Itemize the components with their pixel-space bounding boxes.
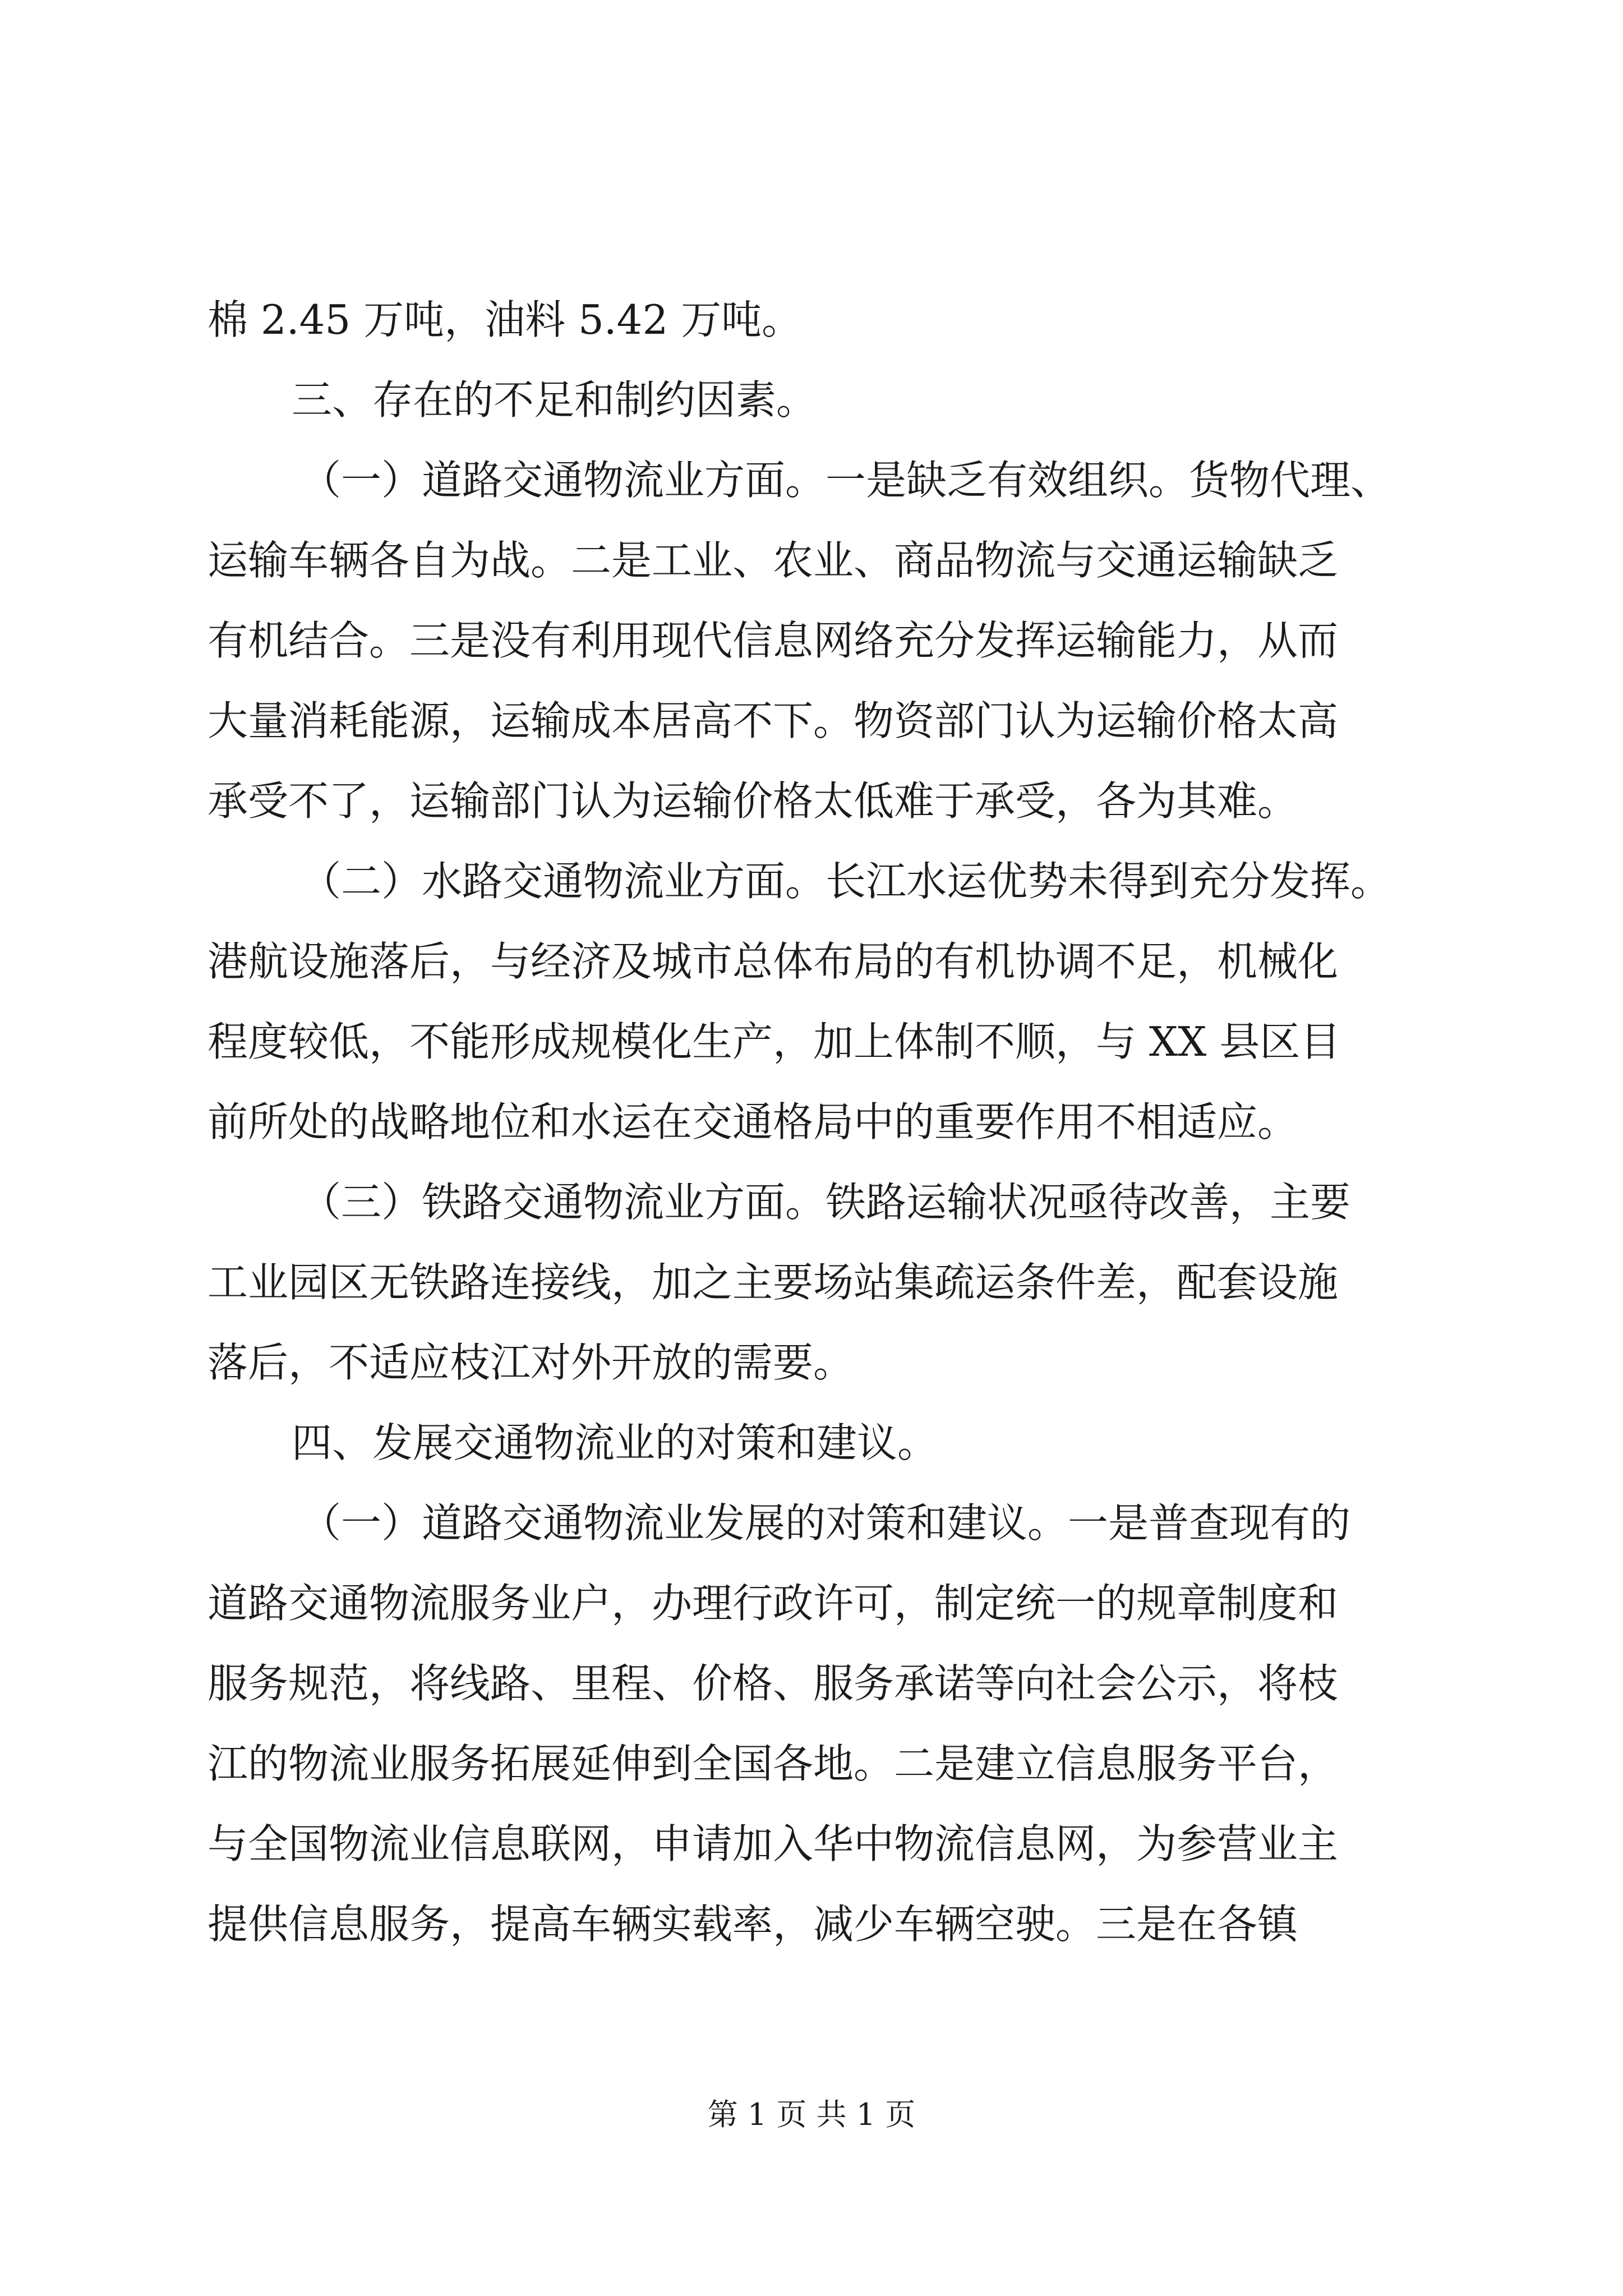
text-line-11: 前所处的战略地位和水运在交通格局中的重要作用不相适应。 [208,1098,1298,1145]
section-heading-4: 四、发展交通物流业的对策和建议。 [292,1419,938,1466]
paragraph-start-3: （三）铁路交通物流业方面。铁路运输状况亟待改善，主要 [301,1179,1351,1226]
text-line-6: 大量消耗能源，运输成本居高不下。物资部门认为运输价格太高 [208,697,1339,744]
text-line-4: 运输车辆各自为战。二是工业、农业、商品物流与交通运输缺乏 [208,537,1339,584]
text-line-20: 与全国物流业信息联网，申请加入华中物流信息网，为参营业主 [208,1820,1339,1867]
section-heading-3: 三、存在的不足和制约因素。 [292,376,817,424]
paragraph-start-1: （一）道路交通物流业方面。一是缺乏有效组织。货物代理、 [301,457,1391,504]
text-line-19: 江的物流业服务拓展延伸到全国各地。二是建立信息服务平台， [208,1740,1339,1787]
text-line-13: 工业园区无铁路连接线，加之主要场站集疏运条件差，配套设施 [208,1259,1339,1306]
paragraph-start-2: （二）水路交通物流业方面。长江水运优势未得到充分发挥。 [301,858,1391,905]
text-line-5: 有机结合。三是没有利用现代信息网络充分发挥运输能力，从而 [208,617,1339,664]
text-line-7: 承受不了，运输部门认为运输价格太低难于承受，各为其难。 [208,777,1298,825]
text-line-9: 港航设施落后，与经济及城市总体布局的有机协调不足，机械化 [208,938,1339,985]
text-line-14: 落后，不适应枝江对外开放的需要。 [208,1339,854,1386]
text-line-21: 提供信息服务，提高车辆实载率，减少车辆空驶。三是在各镇 [208,1901,1298,1948]
page-footer: 第 1 页 共 1 页 [707,2097,916,2132]
paragraph-start-4: （一）道路交通物流业发展的对策和建议。一是普查现有的 [301,1499,1351,1547]
text-line-18: 服务规范，将线路、里程、价格、服务承诺等向社会公示，将枝 [208,1660,1339,1707]
text-line-1: 棉 2.45 万吨，油料 5.42 万吨。 [208,296,803,343]
text-line-10: 程度较低，不能形成规模化生产，加上体制不顺，与 XX 县区目 [208,1018,1341,1065]
text-line-17: 道路交通物流服务业户，办理行政许可，制定统一的规章制度和 [208,1580,1339,1627]
